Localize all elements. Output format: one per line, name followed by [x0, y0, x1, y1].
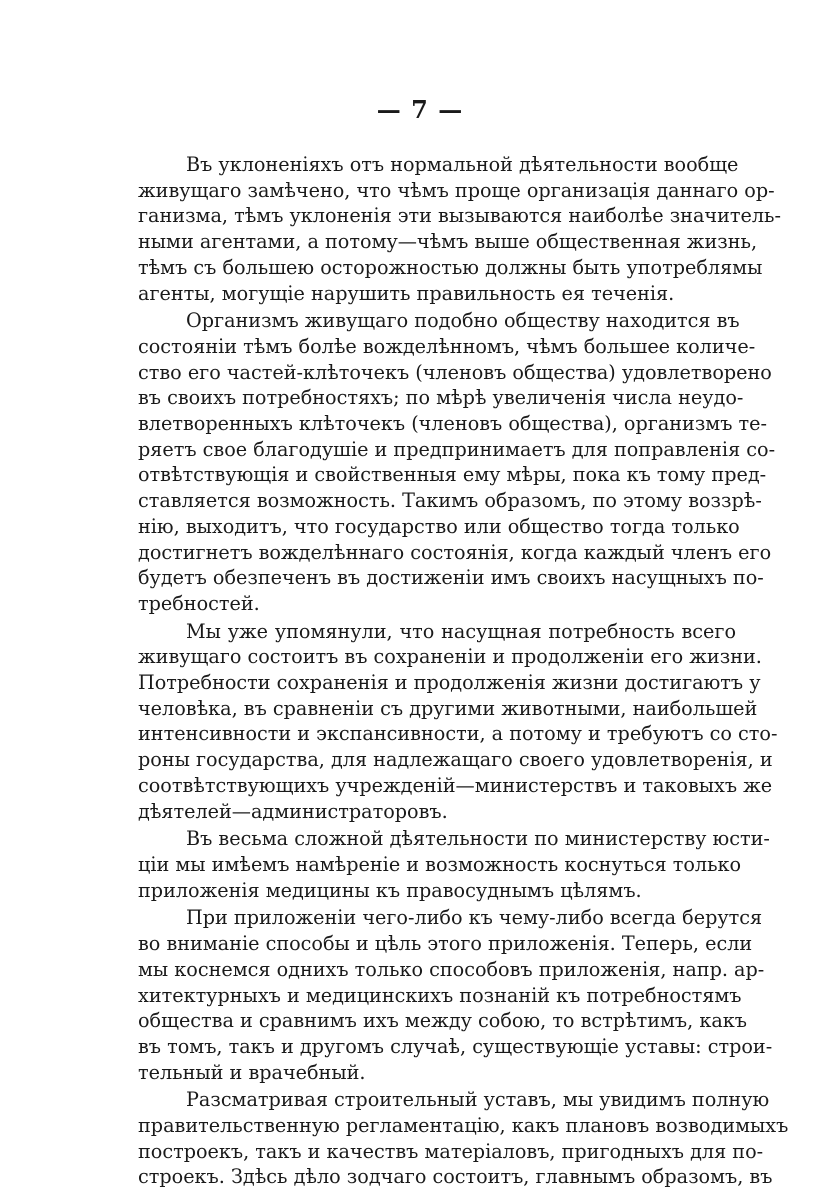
text-line: соотвѣтствующихъ учрежденій—министерствъ и таковыхъ же	[138, 773, 773, 797]
text-line: въ своихъ потребностяхъ; по мѣрѣ увеличенія числа неудо-	[138, 386, 744, 410]
text-line: дѣятелей—администраторовъ.	[138, 799, 448, 823]
text-line: Разсматривая строительный уставъ, мы увидимъ полную	[186, 1088, 770, 1112]
text-line: живущаго состоитъ въ сохраненіи и продолженіи его жизни.	[138, 645, 762, 669]
text-line: требностей.	[138, 591, 260, 615]
text-line: живущаго замѣчено, что чѣмъ проще организація даннаго ор-	[138, 178, 775, 202]
text-line: влетворенныхъ клѣточекъ (членовъ общества), организмъ те-	[138, 412, 767, 436]
text-line: роны государства, для надлежащаго своего удовлетворенія, и	[138, 748, 773, 772]
text-line: ціи мы имѣемъ намѣреніе и возможность коснуться только	[138, 852, 742, 876]
text-line: нію, выходитъ, что государство или общество тогда только	[138, 514, 740, 538]
paragraph	[138, 619, 778, 825]
paragraph	[138, 1087, 789, 1190]
text-line: строекъ. Здѣсь дѣло зодчаго состоитъ, главнымъ образомъ, въ	[138, 1165, 773, 1189]
body-text	[138, 152, 789, 1192]
paragraph	[138, 826, 770, 903]
text-line: общества и сравнимъ ихъ между собою, то встрѣтимъ, какъ	[138, 1009, 747, 1033]
text-line: Въ уклоненіяхъ отъ нормальной дѣятельности вообще	[186, 153, 739, 176]
text-line: приложенія медицины къ правосуднымъ цѣлямъ.	[138, 878, 642, 902]
text-line: во вниманіе способы и цѣль этого приложенія. Теперь, если	[138, 932, 753, 956]
text-line: ство его частей-клѣточекъ (членовъ общества) удовлетворено	[138, 360, 772, 384]
text-line: Потребности сохраненія и продолженія жизни достигаютъ у	[138, 671, 761, 695]
text-line: Организмъ живущаго подобно обществу находится въ	[186, 309, 740, 333]
text-line: тѣмъ съ большею осторожностью должны быть употреблямы	[138, 255, 763, 279]
paragraph	[138, 152, 781, 306]
text-line: достигнетъ вожделѣннаго состоянія, когда каждый членъ его	[138, 540, 772, 564]
text-line: ставляется возможность. Такимъ образомъ, по этому воззрѣ-	[138, 489, 762, 513]
text-line: ряетъ свое благодушіе и предпринимаетъ для поправленія со-	[138, 437, 776, 461]
text-line: Въ весьма сложной дѣятельности по министерству юсти-	[186, 827, 770, 851]
text-line: будетъ обезпеченъ въ достиженіи имъ своихъ насущныхъ по-	[138, 566, 764, 590]
text-line: правительственную регламентацію, какъ плановъ возводимыхъ	[138, 1114, 789, 1138]
text-line: агенты, могущіе нарушить правильность ея теченія.	[138, 281, 675, 305]
paragraph	[138, 905, 773, 1085]
text-line: ными агентами, а потому—чѣмъ выше общественная жизнь,	[138, 230, 758, 254]
text-line: тельный и врачебный.	[138, 1060, 366, 1084]
text-line: человѣка, въ сравненіи съ другими животными, наибольшей	[138, 696, 758, 720]
text-line: состояніи тѣмъ болѣе вожделѣнномъ, чѣмъ большее количе-	[138, 334, 756, 358]
text-line: хитектурныхъ и медицинскихъ познаній къ потребностямъ	[138, 983, 742, 1007]
text-line: Мы уже упомянули, что насущная потребность всего	[186, 619, 736, 643]
text-line: мы коснемся однихъ только способовъ приложенія, напр. ар-	[138, 957, 765, 981]
text-line: интенсивности и экспансивности, а потому и требуютъ со сто-	[138, 722, 778, 746]
text-line: При приложеніи чего-либо къ чему-либо всегда берутся	[186, 906, 763, 930]
paragraph	[138, 308, 776, 616]
page-number: — 7 —	[376, 95, 464, 124]
text-line: ганизма, тѣмъ уклоненія эти вызываются наиболѣе значитель-	[138, 204, 781, 228]
text-line: построекъ, такъ и качествъ матеріаловъ, пригодныхъ для по-	[138, 1139, 764, 1163]
text-line: въ томъ, такъ и другомъ случаѣ, существующіе уставы: строи-	[138, 1034, 773, 1058]
text-line: отвѣтствующія и свойственныя ему мѣры, пока къ тому пред-	[138, 463, 767, 487]
